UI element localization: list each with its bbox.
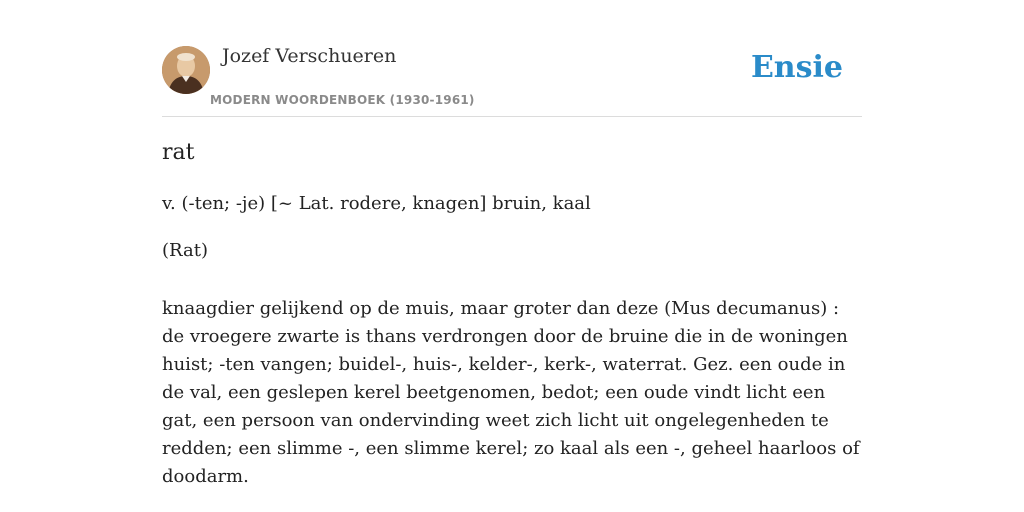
ensie-logo[interactable]: Ensie (750, 50, 843, 85)
entry-card (162, 0, 862, 487)
author-portrait-icon (162, 46, 210, 94)
author-name[interactable]: Jozef Verschueren (222, 45, 397, 67)
entry-headword: rat (162, 140, 195, 165)
entry-definition: knaagdier gelijkend op de muis, maar groter dan deze (Mus decumanus) : de vroegere zwarte is thans verdrongen door de bruine die in de woningen huist; -ten vangen; buidel-, huis-, kelder-, kerk-, waterrat. Gez. een oude in de val, een geslepen kerel beetgenomen, bedot; een oude vindt licht een gat, een persoon van ondervinding weet zich licht uit ongelegenheden te redden; een slimme -, een slimme kerel; zo kaal als een -, geheel haarloos of doodarm. (162, 298, 860, 487)
entry-variant: (Rat) (162, 240, 208, 261)
source-dictionary-name[interactable]: MODERN WOORDENBOEK (1930-1961) (210, 93, 475, 107)
entry-header (162, 0, 862, 117)
entry-grammar: v. (-ten; -je) [~ Lat. rodere, knagen] bruin, kaal (162, 193, 591, 214)
author-avatar[interactable] (162, 46, 210, 94)
